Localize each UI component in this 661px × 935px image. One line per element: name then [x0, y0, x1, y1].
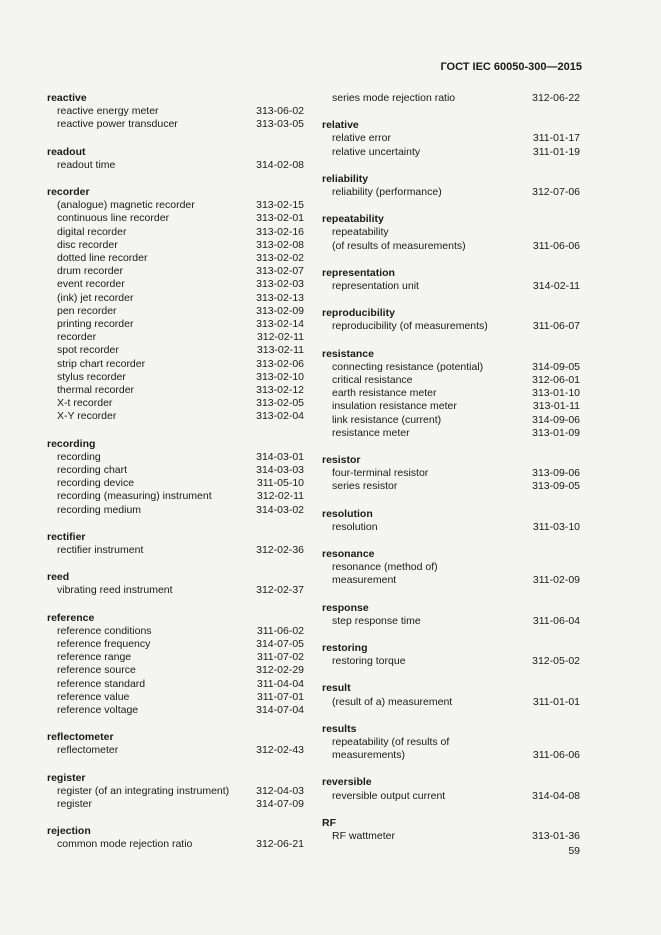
index-entry [47, 239, 304, 252]
index-section [322, 213, 580, 253]
entry-term: reference range [57, 651, 132, 664]
entry-code: 312-02-11 [256, 331, 304, 344]
entry-term: readout time [57, 158, 116, 171]
index-section [47, 146, 304, 172]
entry-code: 313-02-10 [256, 370, 304, 383]
entry-code: 314-02-08 [256, 158, 304, 171]
entry-code: 311-01-01 [532, 695, 580, 708]
entry-code: 314-04-08 [532, 789, 580, 802]
index-entry [47, 691, 304, 704]
index-heading: rectifier [47, 530, 86, 543]
entry-code: 314-03-03 [256, 464, 304, 477]
index-entry [322, 374, 580, 387]
entry-code: 314-09-06 [532, 413, 580, 426]
index-entry [47, 798, 304, 811]
index-entry [47, 397, 304, 410]
index-entry [47, 371, 304, 384]
index-heading: recording [47, 437, 96, 450]
entry-term: recording medium [57, 503, 142, 516]
entry-code: 313-02-13 [256, 291, 304, 304]
index-entry [47, 344, 304, 357]
entry-code: 313-02-02 [256, 251, 304, 264]
index-entry [47, 477, 304, 490]
index-entry [47, 226, 304, 239]
index-section [47, 438, 304, 517]
index-entry [47, 384, 304, 397]
entry-term: register [57, 798, 93, 810]
index-section [47, 612, 304, 718]
entry-term: step response time [332, 614, 421, 627]
entry-code: 311-06-07 [532, 320, 580, 333]
index-entry [322, 467, 580, 480]
index-entry [47, 490, 304, 503]
entry-code: 312-02-29 [256, 664, 304, 677]
index-entry [47, 744, 304, 757]
entry-code: 311-05-10 [256, 477, 304, 490]
index-entry [322, 280, 580, 293]
entry-code: 312-02-36 [256, 544, 304, 557]
entry-code: 313-02-09 [256, 304, 304, 317]
entry-code: 313-01-36 [532, 829, 580, 842]
entry-code: 312-02-11 [256, 490, 304, 503]
index-heading: resistance [322, 347, 374, 360]
index-entry [47, 785, 304, 798]
entry-term: register (of an integrating instrument) [57, 784, 230, 797]
entry-code: 313-02-15 [256, 199, 304, 212]
entry-code: 311-06-06 [532, 239, 580, 252]
index-heading: reproducibility [322, 307, 395, 320]
index-section [322, 267, 580, 293]
entry-term: RF wattmeter [332, 829, 396, 842]
entry-term: recording [57, 450, 101, 463]
index-heading: reed [47, 571, 70, 584]
entry-term: series resistor [332, 480, 398, 493]
entry-term: drum recorder [57, 265, 123, 278]
entry-term: rectifier instrument [57, 544, 144, 557]
index-entry [322, 132, 580, 145]
index-entry [47, 199, 304, 212]
index-section [322, 723, 580, 763]
entry-term: representation unit [332, 279, 419, 292]
entry-term: reference conditions [57, 624, 152, 637]
entry-term: recording (measuring) instrument [57, 490, 212, 503]
index-entry [47, 704, 304, 717]
index-entry [322, 186, 580, 199]
entry-term: reference voltage [57, 704, 139, 717]
index-entry [322, 790, 580, 803]
index-section [322, 642, 580, 668]
index-entry [47, 651, 304, 664]
index-section [47, 92, 304, 132]
entry-code: 313-01-11 [532, 400, 580, 413]
entry-term: relative error [332, 132, 391, 145]
entry-code: 313-02-08 [256, 238, 304, 251]
entry-code: 313-01-09 [532, 426, 580, 439]
index-entry [322, 736, 580, 762]
entry-code: 313-02-03 [256, 278, 304, 291]
entry-code: 312-06-01 [532, 373, 580, 386]
entry-code: 313-02-04 [256, 410, 304, 423]
entry-term: vibrating reed instrument [57, 584, 173, 597]
index-entry [322, 146, 580, 159]
index-section [322, 348, 580, 440]
index-heading: resolution [322, 507, 373, 520]
entry-term: reference frequency [57, 638, 151, 650]
index-heading: recorder [47, 185, 90, 198]
index-column-left [47, 92, 304, 866]
index-section [322, 92, 580, 105]
entry-code: 311-03-10 [532, 520, 580, 533]
entry-term: recording chart [57, 464, 128, 477]
entry-term: relative uncertainty [332, 145, 421, 158]
entry-code: 311-02-09 [532, 574, 580, 587]
entry-code: 314-07-05 [256, 638, 304, 650]
index-entry [47, 212, 304, 225]
entry-term: reproducibility (of measurements) [332, 320, 488, 333]
index-entry [47, 410, 304, 423]
index-entry [47, 265, 304, 278]
entry-code: 311-06-04 [532, 614, 580, 627]
entry-term: strip chart recorder [57, 357, 146, 370]
entry-term: dotted line recorder [57, 251, 148, 264]
entry-term: reactive power transducer [57, 118, 178, 131]
index-section [322, 119, 580, 159]
index-section [47, 531, 304, 557]
entry-term: connecting resistance (potential) [332, 360, 484, 373]
index-heading: restoring [322, 641, 368, 654]
entry-term: X-Y recorder [57, 410, 117, 423]
entry-code: 313-02-14 [256, 318, 304, 330]
entry-term: (analogue) magnetic recorder [57, 199, 195, 212]
index-section [322, 548, 580, 588]
entry-code: 313-06-02 [256, 105, 304, 118]
index-entry [47, 584, 304, 597]
index-heading: rejection [47, 825, 91, 838]
index-heading: resonance [322, 547, 375, 560]
index-entry [47, 638, 304, 651]
entry-code: 314-07-04 [256, 704, 304, 717]
index-heading: results [322, 722, 357, 735]
entry-code: 313-02-16 [256, 225, 304, 238]
index-entry [47, 105, 304, 118]
index-entry [47, 331, 304, 344]
entry-code: 313-01-10 [532, 387, 580, 400]
entry-code: 312-02-37 [256, 584, 304, 597]
entry-code: 313-02-12 [256, 384, 304, 397]
index-entry [322, 615, 580, 628]
entry-code: 314-09-05 [532, 360, 580, 373]
index-section [47, 571, 304, 597]
entry-term: reference standard [57, 677, 146, 690]
index-column-right [322, 92, 580, 857]
entry-term: recorder [57, 331, 97, 344]
index-entry [47, 278, 304, 291]
entry-term: reversible output current [332, 789, 446, 802]
entry-code: 313-09-06 [532, 467, 580, 480]
index-heading: reversible [322, 776, 372, 789]
index-entry [322, 414, 580, 427]
index-entry [47, 664, 304, 677]
entry-term: spot recorder [57, 344, 119, 357]
entry-term: resistance meter [332, 426, 410, 439]
entry-code: 314-03-01 [256, 450, 304, 463]
entry-code: 311-01-17 [532, 132, 580, 145]
entry-code: 312-02-43 [256, 744, 304, 757]
entry-term: (result of a) measurement [332, 695, 453, 708]
entry-term: continuous line recorder [57, 212, 170, 225]
entry-term: stylus recorder [57, 370, 126, 383]
index-heading: result [322, 682, 351, 695]
entry-term: reliability (performance) [332, 185, 442, 198]
entry-term: link resistance (current) [332, 413, 442, 426]
index-heading: representation [322, 266, 395, 279]
index-section [47, 772, 304, 812]
entry-term: repeatability (of results of measurements) [332, 226, 466, 252]
entry-code: 312-04-03 [256, 784, 304, 797]
entry-code: 312-05-02 [532, 655, 580, 668]
entry-term: recording device [57, 477, 135, 490]
entry-term: series mode rejection ratio [332, 92, 456, 104]
index-section [322, 454, 580, 494]
index-heading: resistor [322, 453, 361, 466]
index-entry [322, 92, 580, 105]
index-entry [47, 358, 304, 371]
index-section [322, 173, 580, 199]
entry-term: disc recorder [57, 238, 118, 251]
index-section [322, 817, 580, 843]
index-entry [322, 400, 580, 413]
index-section [322, 602, 580, 628]
index-section [322, 307, 580, 333]
entry-code: 313-02-01 [256, 212, 304, 225]
entry-term: reflectometer [57, 744, 119, 757]
entry-term: earth resistance meter [332, 387, 437, 400]
entry-code: 312-06-21 [256, 838, 304, 851]
index-section [47, 825, 304, 851]
entry-code: 311-06-02 [256, 624, 304, 637]
entry-term: event recorder [57, 278, 125, 291]
index-entry [322, 226, 580, 252]
index-entry [47, 159, 304, 172]
index-entry [47, 252, 304, 265]
index-entry [47, 544, 304, 557]
index-heading: response [322, 601, 369, 614]
entry-code: 312-07-06 [532, 185, 580, 198]
index-entry [47, 118, 304, 131]
index-entry [322, 655, 580, 668]
index-entry [322, 521, 580, 534]
index-entry [47, 292, 304, 305]
entry-term: repeatability (of results of measurements) [332, 735, 450, 762]
entry-term: four-terminal resistor [332, 467, 429, 480]
entry-term: thermal recorder [57, 384, 135, 397]
index-section [47, 186, 304, 424]
index-section [322, 508, 580, 534]
index-entry [322, 361, 580, 374]
index-heading: readout [47, 145, 86, 158]
entry-code: 313-02-06 [256, 357, 304, 370]
entry-term: resonance (method of) measurement [332, 561, 438, 587]
index-entry [322, 696, 580, 709]
document-header: ГОСТ IEC 60050-300—2015 [440, 61, 582, 73]
index-entry [322, 830, 580, 843]
index-heading: reactive [47, 92, 87, 104]
entry-term: digital recorder [57, 225, 127, 238]
entry-code: 314-02-11 [532, 279, 580, 292]
entry-term: common mode rejection ratio [57, 838, 193, 851]
index-heading: repeatability [322, 213, 384, 226]
index-entry [322, 480, 580, 493]
entry-code: 314-03-02 [256, 503, 304, 516]
entry-term: resolution [332, 520, 378, 533]
entry-term: restoring torque [332, 655, 406, 668]
index-heading: RF [322, 816, 336, 829]
index-entry [47, 451, 304, 464]
entry-code: 311-04-04 [256, 677, 304, 690]
index-entry [47, 318, 304, 331]
index-entry [47, 838, 304, 851]
entry-term: (ink) jet recorder [57, 291, 134, 304]
entry-term: reference source [57, 664, 136, 677]
index-entry [47, 464, 304, 477]
index-entry [322, 427, 580, 440]
index-section [322, 776, 580, 802]
index-heading: relative [322, 119, 359, 132]
entry-term: reactive energy meter [57, 105, 159, 118]
entry-term: reference value [57, 690, 130, 703]
index-entry [47, 678, 304, 691]
entry-term: X-t recorder [57, 397, 113, 410]
entry-code: 313-02-05 [256, 397, 304, 410]
index-entry [322, 387, 580, 400]
index-heading: reliability [322, 172, 369, 185]
index-heading: reference [47, 611, 95, 624]
page-number: 59 [568, 845, 580, 857]
index-section [322, 682, 580, 708]
entry-code: 311-01-19 [532, 145, 580, 158]
index-section [47, 731, 304, 757]
entry-code: 313-03-05 [256, 118, 304, 131]
entry-term: pen recorder [57, 304, 117, 317]
entry-code: 312-06-22 [532, 92, 580, 104]
index-entry [322, 561, 580, 587]
entry-code: 311-07-01 [256, 690, 304, 703]
entry-term: insulation resistance meter [332, 400, 457, 413]
entry-term: printing recorder [57, 318, 134, 330]
entry-code: 313-09-05 [532, 480, 580, 493]
entry-code: 311-06-06 [532, 749, 580, 762]
entry-code: 311-07-02 [256, 651, 304, 664]
index-entry [322, 320, 580, 333]
index-heading: reflectometer [47, 731, 114, 744]
index-entry [47, 305, 304, 318]
index-entry [47, 504, 304, 517]
entry-code: 313-02-11 [256, 344, 304, 357]
entry-code: 313-02-07 [256, 265, 304, 278]
index-entry [47, 625, 304, 638]
entry-term: critical resistance [332, 373, 413, 386]
entry-code: 314-07-09 [256, 798, 304, 810]
index-heading: register [47, 771, 86, 784]
